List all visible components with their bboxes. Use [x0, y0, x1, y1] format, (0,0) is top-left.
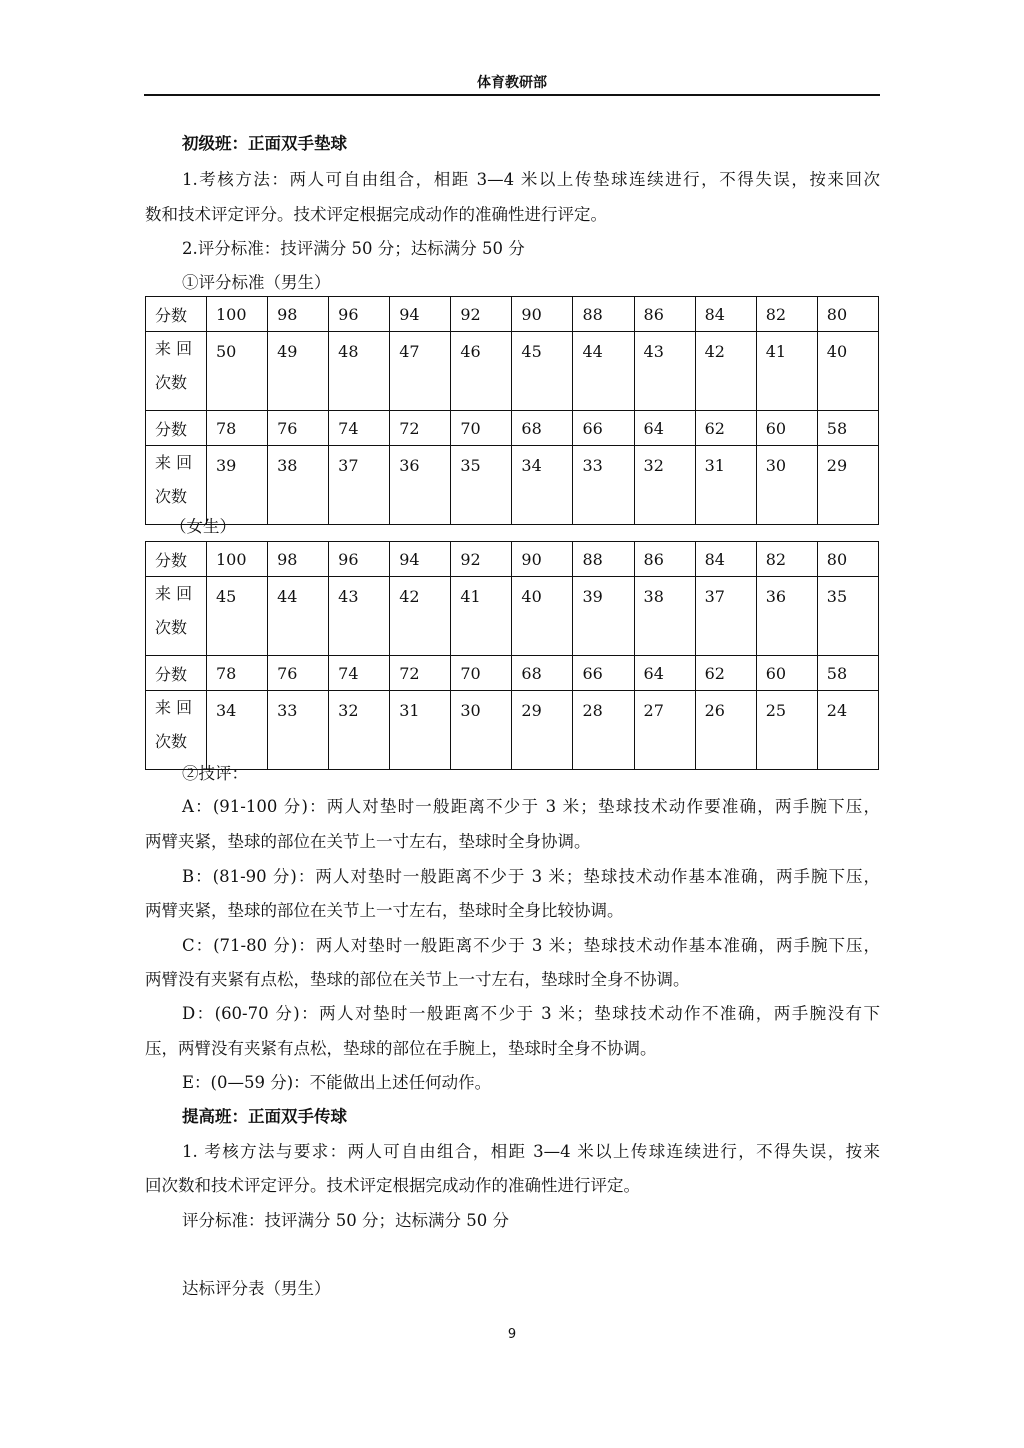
count-cell: 35 [817, 577, 878, 656]
count-cell: 45 [512, 332, 573, 411]
count-cell: 43 [634, 332, 695, 411]
score-cell: 58 [817, 656, 878, 691]
section2-standard: 评分标准：技评满分 50 分；达标满分 50 分 [182, 1211, 509, 1230]
row-label-count: 来 回 次数 [146, 446, 207, 525]
score-cell: 88 [573, 297, 634, 332]
score-cell: 100 [207, 542, 268, 577]
count-cell: 32 [329, 691, 390, 770]
score-cell: 82 [756, 542, 817, 577]
count-cell: 37 [695, 577, 756, 656]
count-cell: 32 [634, 446, 695, 525]
tech-a-line2: 两臂夹紧，垫球的部位在关节上一寸左右，垫球时全身协调。 [145, 832, 591, 851]
section1-method-line1: 1.考核方法：两人可自由组合，相距 3—4 米以上传垫球连续进行，不得失误，按来回次 [182, 170, 880, 189]
count-cell: 38 [268, 446, 329, 525]
tech-d-line1: D：(60-70 分)：两人对垫时一般距离不少于 3 米；垫球技术动作不准确，两手腕没有下 [182, 1004, 880, 1023]
table-row [146, 297, 879, 332]
tech-d-line2: 压，两臂没有夹紧有点松，垫球的部位在手腕上，垫球时全身不协调。 [145, 1039, 657, 1058]
score-cell: 78 [207, 656, 268, 691]
score-cell: 60 [756, 411, 817, 446]
section1-standard: 2.评分标准：技评满分 50 分；达标满分 50 分 [182, 239, 525, 258]
score-cell: 74 [329, 411, 390, 446]
score-cell: 68 [512, 411, 573, 446]
count-cell: 49 [268, 332, 329, 411]
table-row [146, 656, 879, 691]
section2-method-line1: 1. 考核方法与要求：两人可自由组合，相距 3—4 米以上传球连续进行，不得失误，按来 [182, 1142, 880, 1161]
score-cell: 66 [573, 656, 634, 691]
score-cell: 76 [268, 411, 329, 446]
count-cell: 34 [512, 446, 573, 525]
table-row [146, 542, 879, 577]
score-cell: 76 [268, 656, 329, 691]
score-cell: 70 [451, 411, 512, 446]
count-cell: 30 [451, 691, 512, 770]
count-cell: 37 [329, 446, 390, 525]
tech-b-line2: 两臂夹紧，垫球的部位在关节上一寸左右，垫球时全身比较协调。 [145, 901, 624, 920]
count-cell: 40 [817, 332, 878, 411]
count-cell: 24 [817, 691, 878, 770]
tech-b-line1: B：(81-90 分)：两人对垫时一般距离不少于 3 米；垫球技术动作基本准确，两手腕下压， [182, 867, 880, 886]
score-cell: 96 [329, 297, 390, 332]
table-row [146, 332, 879, 411]
score-cell: 64 [634, 411, 695, 446]
score-cell: 98 [268, 542, 329, 577]
female-table-caption: （女生） [170, 517, 236, 536]
tech-c-line1: C：(71-80 分)：两人对垫时一般距离不少于 3 米；垫球技术动作基本准确，两手腕下压， [182, 936, 880, 955]
score-cell: 90 [512, 297, 573, 332]
tech-a-line1: A：(91-100 分)：两人对垫时一般距离不少于 3 米；垫球技术动作要准确，两手腕下压， [182, 797, 880, 816]
score-cell: 60 [756, 656, 817, 691]
count-cell: 36 [756, 577, 817, 656]
count-cell: 38 [634, 577, 695, 656]
section2-table-caption: 达标评分表（男生） [182, 1279, 331, 1298]
count-cell: 41 [451, 577, 512, 656]
section1-method-line2: 数和技术评定评分。技术评定根据完成动作的准确性进行评定。 [145, 205, 607, 224]
score-cell: 84 [695, 297, 756, 332]
count-cell: 39 [573, 577, 634, 656]
score-cell: 100 [207, 297, 268, 332]
count-cell: 26 [695, 691, 756, 770]
row-label-count: 来 回 次数 [146, 691, 207, 770]
score-cell: 64 [634, 656, 695, 691]
row-label-score: 分数 [146, 297, 207, 332]
score-cell: 72 [390, 411, 451, 446]
page-number: 9 [507, 1327, 517, 1342]
score-cell: 62 [695, 411, 756, 446]
count-cell: 28 [573, 691, 634, 770]
score-cell: 74 [329, 656, 390, 691]
count-cell: 40 [512, 577, 573, 656]
score-cell: 80 [817, 297, 878, 332]
count-cell: 27 [634, 691, 695, 770]
male-table-caption: ①评分标准（男生） [182, 273, 331, 292]
count-cell: 25 [756, 691, 817, 770]
score-cell: 66 [573, 411, 634, 446]
score-cell: 94 [390, 297, 451, 332]
score-cell: 78 [207, 411, 268, 446]
male-score-table [145, 296, 879, 525]
count-cell: 33 [268, 691, 329, 770]
score-cell: 84 [695, 542, 756, 577]
female-score-table [145, 541, 879, 770]
count-cell: 46 [451, 332, 512, 411]
count-cell: 33 [573, 446, 634, 525]
count-cell: 42 [390, 577, 451, 656]
count-cell: 43 [329, 577, 390, 656]
score-cell: 88 [573, 542, 634, 577]
count-cell: 42 [695, 332, 756, 411]
score-cell: 70 [451, 656, 512, 691]
page-header: 体育教研部 [477, 75, 547, 91]
score-cell: 82 [756, 297, 817, 332]
score-cell: 98 [268, 297, 329, 332]
score-cell: 92 [451, 297, 512, 332]
count-cell: 31 [695, 446, 756, 525]
section2-heading: 提高班：正面双手传球 [182, 1107, 347, 1126]
count-cell: 41 [756, 332, 817, 411]
count-cell: 31 [390, 691, 451, 770]
row-label-score: 分数 [146, 542, 207, 577]
count-cell: 36 [390, 446, 451, 525]
tech-title: ②技评： [182, 764, 248, 783]
score-cell: 80 [817, 542, 878, 577]
section2-method-line2: 回次数和技术评定评分。技术评定根据完成动作的准确性进行评定。 [145, 1176, 640, 1195]
table-row [146, 577, 879, 656]
score-cell: 94 [390, 542, 451, 577]
score-cell: 96 [329, 542, 390, 577]
count-cell: 48 [329, 332, 390, 411]
count-cell: 45 [207, 577, 268, 656]
header-rule [144, 94, 880, 96]
table-row [146, 411, 879, 446]
row-label-score: 分数 [146, 656, 207, 691]
score-cell: 90 [512, 542, 573, 577]
table-row [146, 446, 879, 525]
tech-c-line2: 两臂没有夹紧有点松，垫球的部位在关节上一寸左右，垫球时全身不协调。 [145, 970, 690, 989]
count-cell: 29 [817, 446, 878, 525]
section1-heading: 初级班：正面双手垫球 [182, 134, 347, 153]
table-row [146, 691, 879, 770]
count-cell: 34 [207, 691, 268, 770]
count-cell: 39 [207, 446, 268, 525]
count-cell: 50 [207, 332, 268, 411]
score-cell: 86 [634, 297, 695, 332]
row-label-count: 来 回 次数 [146, 332, 207, 411]
count-cell: 44 [268, 577, 329, 656]
count-cell: 44 [573, 332, 634, 411]
score-cell: 92 [451, 542, 512, 577]
score-cell: 62 [695, 656, 756, 691]
tech-e: E：(0—59 分)：不能做出上述任何动作。 [182, 1073, 492, 1092]
count-cell: 29 [512, 691, 573, 770]
score-cell: 72 [390, 656, 451, 691]
count-cell: 47 [390, 332, 451, 411]
score-cell: 86 [634, 542, 695, 577]
row-label-count: 来 回 次数 [146, 577, 207, 656]
count-cell: 30 [756, 446, 817, 525]
row-label-score: 分数 [146, 411, 207, 446]
score-cell: 58 [817, 411, 878, 446]
score-cell: 68 [512, 656, 573, 691]
count-cell: 35 [451, 446, 512, 525]
